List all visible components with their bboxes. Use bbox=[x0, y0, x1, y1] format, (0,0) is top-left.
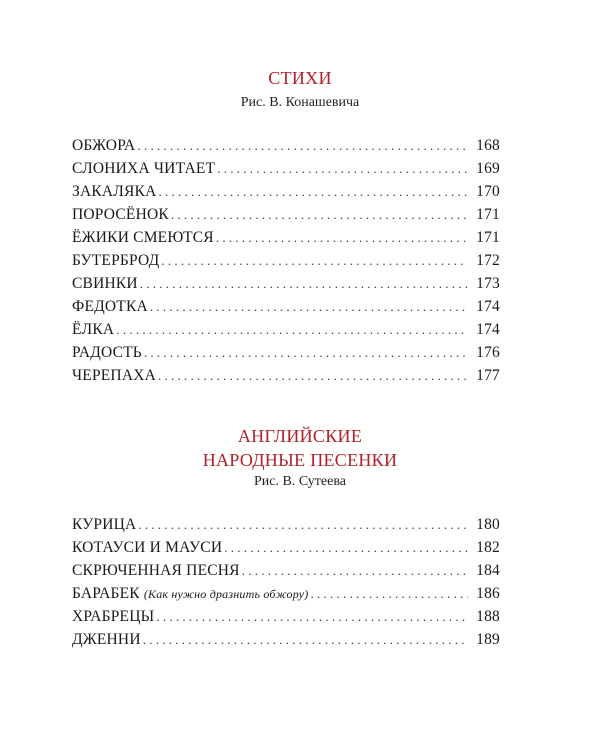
section-title-line: АНГЛИЙСКИЕ bbox=[237, 426, 363, 446]
toc-entry-title: ФЕДОТКА bbox=[72, 298, 148, 315]
toc-entry-title: БАРАБЕК bbox=[72, 585, 140, 602]
toc-entry-page: 182 bbox=[476, 539, 500, 556]
toc-entry-page: 188 bbox=[476, 608, 500, 625]
toc-leader-dots bbox=[217, 157, 468, 180]
toc-leader-dots bbox=[216, 226, 468, 249]
toc-entry-title: ЗАКАЛЯКА bbox=[72, 183, 157, 200]
toc-entry[interactable] bbox=[72, 134, 500, 157]
toc-entry-title: КОТАУСИ И МАУСИ bbox=[72, 539, 223, 556]
toc-leader-dots bbox=[161, 249, 468, 272]
toc-entry-title: БУТЕРБРОД bbox=[72, 252, 160, 269]
toc-entry-title: КУРИЦА bbox=[72, 516, 137, 533]
toc-entry-page: 168 bbox=[476, 137, 500, 154]
toc-list-english-songs bbox=[72, 513, 500, 651]
section-subtitle-english-songs: Рис. В. Сутеева bbox=[253, 474, 346, 489]
toc-entry-page: 172 bbox=[476, 252, 500, 269]
toc-entry-title: СКРЮЧЕННАЯ ПЕСНЯ bbox=[72, 562, 240, 579]
toc-entry-page: 171 bbox=[476, 229, 500, 246]
toc-leader-dots bbox=[116, 318, 468, 341]
toc-entry-page: 189 bbox=[476, 631, 500, 648]
toc-leader-dots bbox=[144, 341, 468, 364]
toc-entry[interactable] bbox=[72, 628, 500, 651]
toc-leader-dots bbox=[150, 295, 468, 318]
toc-entry[interactable] bbox=[72, 513, 500, 536]
toc-entry[interactable] bbox=[72, 249, 500, 272]
toc-entry[interactable] bbox=[72, 180, 500, 203]
toc-entry-page: 169 bbox=[476, 160, 500, 177]
toc-leader-dots bbox=[242, 559, 468, 582]
toc-leader-dots bbox=[224, 536, 468, 559]
toc-leader-dots bbox=[171, 203, 468, 226]
toc-entry[interactable] bbox=[72, 364, 500, 387]
toc-list-poems bbox=[72, 134, 500, 387]
section-title-poems bbox=[0, 66, 600, 90]
toc-entry-page: 176 bbox=[476, 344, 500, 361]
toc-leader-dots bbox=[140, 272, 468, 295]
toc-entry[interactable] bbox=[72, 605, 500, 628]
toc-entry[interactable] bbox=[72, 536, 500, 559]
toc-entry-title: ЁЖИКИ СМЕЮТСЯ bbox=[72, 229, 214, 246]
toc-entry[interactable] bbox=[72, 341, 500, 364]
toc-leader-dots bbox=[158, 364, 468, 387]
toc-leader-dots bbox=[156, 605, 468, 628]
toc-entry-page: 171 bbox=[476, 206, 500, 223]
toc-entry[interactable] bbox=[72, 203, 500, 226]
toc-entry-title: РАДОСТЬ bbox=[72, 344, 142, 361]
toc-entry-title: ХРАБРЕЦЫ bbox=[72, 608, 155, 625]
toc-leader-dots bbox=[137, 134, 468, 157]
toc-entry[interactable] bbox=[72, 272, 500, 295]
toc-entry-page: 186 bbox=[476, 585, 500, 602]
section-title-line: СТИХИ bbox=[268, 68, 332, 88]
toc-entry[interactable] bbox=[72, 295, 500, 318]
toc-entry[interactable] bbox=[72, 318, 500, 341]
toc-entry-page: 180 bbox=[476, 516, 500, 533]
toc-entry[interactable] bbox=[72, 226, 500, 249]
toc-entry-title: ЁЛКА bbox=[72, 321, 115, 338]
toc-entry-title: СВИНКИ bbox=[72, 275, 138, 292]
toc-entry-page: 177 bbox=[476, 367, 500, 384]
toc-entry-page: 184 bbox=[476, 562, 500, 579]
toc-leader-dots bbox=[310, 582, 468, 605]
toc-entry[interactable] bbox=[72, 157, 500, 180]
toc-entry-title: ОБЖОРА bbox=[72, 137, 136, 154]
toc-entry-title: ПОРОСЁНОК bbox=[72, 206, 169, 223]
toc-entry-title: ЧЕРЕПАХА bbox=[72, 367, 157, 384]
toc-entry-title: СЛОНИХА ЧИТАЕТ bbox=[72, 160, 216, 177]
toc-entry-page: 170 bbox=[476, 183, 500, 200]
section-title-english-songs bbox=[0, 424, 600, 472]
toc-entry[interactable] bbox=[72, 559, 500, 582]
section-title-line: НАРОДНЫЕ ПЕСЕНКИ bbox=[202, 450, 398, 470]
toc-entry-page: 174 bbox=[476, 298, 500, 315]
toc-entry-page: 173 bbox=[476, 275, 500, 292]
toc-leader-dots bbox=[158, 180, 468, 203]
toc-leader-dots bbox=[143, 628, 468, 651]
toc-leader-dots bbox=[138, 513, 468, 536]
toc-entry[interactable] bbox=[72, 582, 500, 605]
toc-entry-title: ДЖЕННИ bbox=[72, 631, 141, 648]
toc-entry-note: (Как нужно дразнить обжору) bbox=[143, 587, 309, 601]
toc-entry-page: 174 bbox=[476, 321, 500, 338]
section-subtitle-poems: Рис. В. Конашевича bbox=[240, 95, 360, 110]
